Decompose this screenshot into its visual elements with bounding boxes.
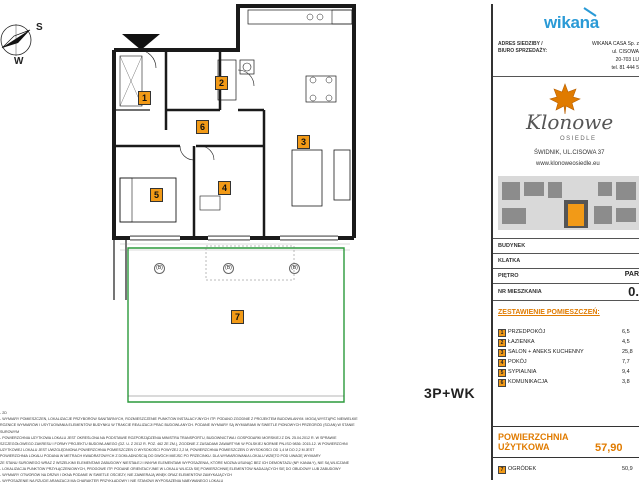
company-phone: tel. 81 444 5: [611, 65, 639, 71]
note-line: - WYMIARY OTWORÓW NA DRZWI I OKNA PODANE W ŚWIETLE OŚCIEŻY, NIE ZAWIERAJĄ WNĘK ORAZ ELEMENTÓW ZAMYKAJĄCYCH: [0, 473, 232, 478]
room-row: [498, 348, 639, 357]
usable-area-value: 57,90: [595, 442, 623, 454]
divider: [493, 300, 639, 301]
note-line: - POWIERZCHNIA UŻYTKOWA LOKALU JEST OKREŚLONA NA PODSTAWIE ROZPORZĄDZENIA MINISTRA TRANSPORTU, BUDOWNICTWA I GOSPODARKI MORSKIEJ Z DN. 25.04.2012 R. W SPRAWIE: [0, 435, 337, 440]
room-area: 3,8: [622, 379, 630, 385]
compass-rose-icon: [0, 10, 52, 68]
room-name: SALON + ANEKS KUCHENNY: [508, 349, 584, 355]
room-tag-3: 3: [297, 135, 310, 149]
room-tag-2: 2: [215, 76, 228, 90]
note-line: RÓŻNICE WYMIARÓW I USYTUOWANIA ELEMENTÓW BUDYNKU W TRAKCIE REALIZACJI PRAC BUDOWLANYCH. PODANE WYMIARY SĄ WYMIARAMI W ŚWIETLE PIONOWYCH PRZEGRÓD (ŚCIAN) W STANIE: [0, 423, 355, 428]
room-name: KOMUNIKACJA: [508, 379, 548, 385]
divider: [493, 457, 639, 458]
estate-name: Klonowe: [526, 110, 614, 134]
usable-area-label: POWIERZCHNIA UŻYTKOWA: [498, 432, 569, 452]
room-number: 6: [498, 379, 506, 387]
room-tag-6: 6: [196, 120, 209, 134]
apartment-number-value: 0.: [628, 284, 639, 299]
divider: [493, 426, 639, 427]
room-name: SYPIALNIA: [508, 369, 537, 375]
company-street: ul. CISOWA: [612, 49, 639, 55]
brand-name: wikana: [544, 13, 599, 32]
note-line: SUROWYM: [0, 429, 20, 434]
room-row: [498, 358, 639, 367]
estate-sub: OSIEDLE: [560, 136, 597, 142]
room-area: 50,9: [622, 466, 633, 472]
room-row: [498, 338, 639, 347]
note-line: SZCZEGÓŁOWEGO ZAKRESU I FORMY PROJEKTU BUDOWLANEGO (DZ. U. Z 2012 R. POZ. 462 ZE ZM.), ZGODNIE Z ZASADAMI ZAWARTYMI W POLSKIEJ NORMIE PN-ISO 9836: 2015-12. W POWIERZCHNI: [0, 442, 348, 447]
wikana-logo: [544, 6, 614, 36]
room-area: 6,5: [622, 329, 630, 335]
floor-value: PAR: [624, 271, 639, 278]
room-name: PRZEDPOKÓJ: [508, 329, 546, 335]
rooms-header: ZESTAWIENIE POMIESZCZEŃ:: [498, 309, 600, 316]
column-marker: (B): [154, 263, 165, 274]
note-line: UŻYTKOWEJ LOKALU JEST UWZGLĘDNIONA POWIERZCHNIA POMIESZCZEŃ O WYSOKOŚCI POWYŻEJ 2,2 M, POWIERZCHNIA POMIESZCZEŃ O WYSOKOŚCI OD 1,4 M DO 2,2 M JEST: [0, 448, 315, 453]
room-tag-4: 4: [218, 181, 231, 195]
room-tag-5: 5: [150, 188, 163, 202]
room-name: ŁAZIENKA: [508, 339, 535, 345]
room-area: 25,8: [622, 349, 633, 355]
column-marker: (B): [223, 263, 234, 274]
room-tag-7: 7: [231, 310, 244, 324]
room-number: 1: [498, 329, 506, 337]
garden-row: [498, 465, 639, 474]
estate-address: ŚWIDNIK, UL.CISOWA 37: [534, 150, 605, 156]
divider: [493, 253, 639, 254]
site-plan-map: [498, 172, 639, 234]
stair-label: KLATKA: [498, 258, 521, 264]
room-row: [498, 328, 639, 337]
building-label: BUDYNEK: [498, 243, 526, 249]
divider: [493, 268, 639, 269]
floor-label: PIĘTRO: [498, 273, 519, 279]
company-city: 20-703 LU: [615, 57, 639, 63]
apartment-number-label: NR MIESZKANIA: [498, 289, 542, 295]
room-area: 4,5: [622, 339, 630, 345]
apartment-type-label: 3P+WK: [424, 385, 476, 401]
divider: [493, 76, 639, 77]
note-line: - LOKALIZACJA PUNKTÓW PRZYŁĄCZENIOWYCH, PROGOWE ITP. PODANE ORIENTACYJNIE W LOKALU WLICZA SIĘ POWIERZCHNIĘ ELEMENTÓW NADAJĄCYCH SIĘ DO OBUDOWY LUB ZABUDOWY: [0, 466, 341, 471]
compass-west-label: W: [14, 56, 24, 67]
notes-block: [0, 411, 488, 485]
note-line: - 2D: [0, 411, 7, 415]
room-number: 4: [498, 359, 506, 367]
company-name: WIKANA CASA Sp. z: [592, 41, 639, 47]
note-line: - WYMIARY POMIESZCZEŃ, LOKALIZACJE PRZYBORÓW SANITARNYCH, ROZMIESZCZENIE PUNKTÓW INSTALACYJNYCH ITP. PODANO ZGODNIE Z PROJEKTEM BUDOWLANYM. MOGĄ WYSTĄPIĆ NIEWIELKIE: [0, 417, 358, 422]
room-name: OGRÓDEK: [508, 466, 537, 472]
divider: [493, 238, 639, 239]
note-line: ZE STANU SUROWEGO WRAZ Z WSZELKIMI ELEMENTAMI ZABUDOWY NIESTAŁEJ I INNYMI ELEMENTAMI WYPOSAŻENIA, KTÓRE MOŻNA USUNĄĆ BEZ ICH DEMONTAŻU (NP. KANAŁY), NIE SĄ WLICZANE: [0, 460, 349, 465]
note-line: - WYPOSAŻENIE NA RZUCIE ARANŻACJI MA CHARAKTER PRZYKŁADOWY I NIE STANOWI WYPOSAŻENIA NABYWANEGO LOKALU: [0, 479, 224, 484]
column-marker: (B): [289, 263, 300, 274]
room-row: [498, 378, 639, 387]
room-name: POKÓJ: [508, 359, 527, 365]
address-label: ADRES SIEDZIBY / BIURO SPRZEDAŻY:: [498, 41, 548, 54]
room-tag-1: 1: [138, 91, 151, 105]
estate-website[interactable]: www.klonoweosiedle.eu: [536, 161, 600, 167]
room-number: 2: [498, 339, 506, 347]
divider: [493, 283, 639, 284]
room-number: 7: [498, 466, 506, 474]
compass-south-label: S: [36, 22, 43, 33]
room-area: 7,7: [622, 359, 630, 365]
room-area: 9,4: [622, 369, 630, 375]
room-row: [498, 368, 639, 377]
room-number: 3: [498, 349, 506, 357]
note-line: POWIERZCHNIA LOKALU PODANA W METRACH KWADRATOWYCH Z DOKŁADNOŚCIĄ DO DWÓCH MIEJSC PO PRZECINKU. DLA WYMIAROWANIA LOKALU WZIĘTO POD UWAGĘ WYMIARY: [0, 454, 321, 459]
room-number: 5: [498, 369, 506, 377]
